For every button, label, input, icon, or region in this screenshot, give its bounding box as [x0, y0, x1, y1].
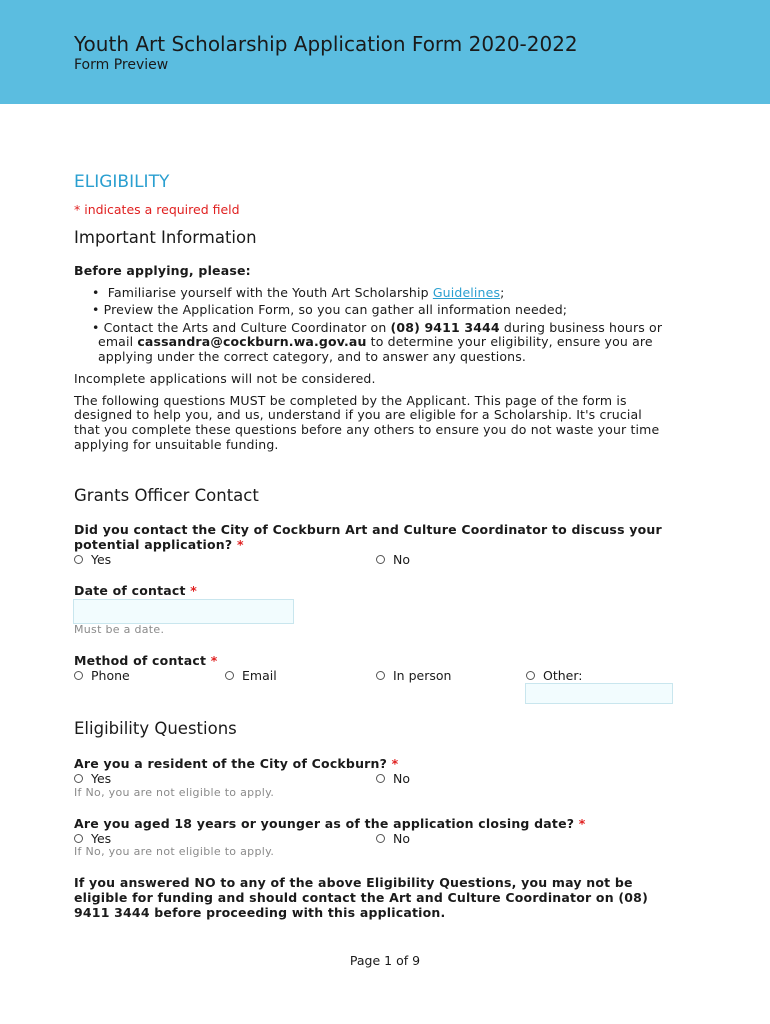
radio-method-in-person[interactable]	[376, 668, 451, 683]
radio-circle	[74, 834, 83, 843]
question-age	[74, 816, 586, 831]
radio-circle	[74, 774, 83, 783]
bullet-contact-text-c: email	[98, 334, 138, 349]
radio-method-email[interactable]	[225, 668, 277, 683]
guidelines-link[interactable]: Guidelines	[432, 285, 501, 300]
bullet-contact: • Contact the Arts and Culture Coordinator on (08) 9411 3444 during business hours or	[92, 320, 663, 335]
bullet-preview: • Preview the Application Form, so you can gather all information needed;	[92, 302, 568, 317]
radio-label: Yes	[91, 771, 112, 786]
method-of-contact-label	[74, 653, 217, 668]
question-resident-text: Are you a resident of the City of Cockburn?	[74, 756, 388, 771]
bullet-guidelines-end: ;	[500, 285, 505, 300]
radio-resident-yes[interactable]	[74, 771, 111, 786]
required-star: *	[391, 756, 399, 771]
radio-circle	[376, 774, 385, 783]
radio-label: Yes	[91, 552, 112, 567]
required-star: *	[210, 653, 218, 668]
bullet-contact-text-d: to determine your eligibility, ensure you are	[366, 334, 653, 349]
required-field-note: * indicates a required field	[74, 202, 240, 217]
radio-label: Phone	[91, 668, 130, 683]
radio-circle	[376, 671, 385, 680]
resident-hint: If No, you are not eligible to apply.	[74, 786, 275, 799]
radio-contacted-yes[interactable]	[74, 552, 111, 567]
form-subtitle: Form Preview	[74, 57, 169, 73]
page-number: Page 1 of 9	[349, 953, 421, 968]
radio-label: Other:	[543, 668, 583, 683]
bullet-contact-line3: applying under the correct category, and to answer any questions.	[98, 349, 527, 364]
radio-circle	[74, 555, 83, 564]
question-contacted-coordinator-line1: Did you contact the City of Cockburn Art and Culture Coordinator to discuss your	[74, 522, 662, 537]
incomplete-notice: Incomplete applications will not be considered.	[74, 371, 376, 386]
question-contacted-coordinator-text: potential application?	[74, 537, 233, 552]
age-hint: If No, you are not eligible to apply.	[74, 845, 275, 858]
method-other-input[interactable]	[525, 683, 673, 704]
radio-circle	[526, 671, 535, 680]
radio-label: No	[393, 831, 410, 846]
radio-resident-no[interactable]	[376, 771, 410, 786]
radio-label: Yes	[91, 831, 112, 846]
coordinator-email: cassandra@cockburn.wa.gov.au	[137, 334, 367, 349]
date-of-contact-label	[74, 583, 197, 598]
bullet-contact-text-b: during business hours or	[499, 320, 663, 335]
info-paragraph-line3: that you complete these questions before any others to ensure you do not waste your time	[74, 422, 660, 437]
question-age-text: Are you aged 18 years or younger as of the application closing date?	[74, 816, 575, 831]
eligibility-note-line1: If you answered NO to any of the above Eligibility Questions, you may not be	[74, 875, 633, 890]
heading-grants-officer-contact: Grants Officer Contact	[74, 486, 259, 505]
radio-circle	[225, 671, 234, 680]
radio-label: In person	[393, 668, 452, 683]
required-star: *	[190, 583, 197, 598]
required-star: *	[578, 816, 586, 831]
date-of-contact-input[interactable]	[73, 599, 294, 624]
bullet-contact-text-a: Contact the Arts and Culture Coordinator on	[103, 320, 391, 335]
date-hint: Must be a date.	[74, 623, 165, 636]
heading-important-information: Important Information	[74, 228, 257, 247]
info-paragraph-line1: The following questions MUST be completed by the Applicant. This page of the form is	[74, 393, 627, 408]
radio-label: Email	[242, 668, 277, 683]
bullet-guidelines-text: Familiarise yourself with the Youth Art Scholarship	[107, 285, 433, 300]
radio-label: No	[393, 771, 410, 786]
radio-label: No	[393, 552, 410, 567]
eligibility-note-line2: eligible for funding and should contact the Art and Culture Coordinator on (08)	[74, 890, 648, 905]
radio-method-phone[interactable]	[74, 668, 130, 683]
radio-circle	[376, 555, 385, 564]
radio-age-yes[interactable]	[74, 831, 111, 846]
date-of-contact-text: Date of contact	[74, 583, 186, 598]
heading-eligibility-questions: Eligibility Questions	[74, 719, 237, 738]
radio-circle	[376, 834, 385, 843]
coordinator-phone: (08) 9411 3444	[390, 320, 500, 335]
bullet-guidelines: • Familiarise yourself with the Youth Art Scholarship Guidelines;	[92, 285, 505, 300]
radio-circle	[74, 671, 83, 680]
section-title-eligibility: ELIGIBILITY	[74, 172, 170, 192]
required-star: *	[236, 537, 244, 552]
eligibility-note-line3: 9411 3444 before proceeding with this application.	[74, 905, 446, 920]
info-paragraph-line2: designed to help you, and us, understand if you are eligible for a Scholarship. It's crucial	[74, 407, 642, 422]
bullet-preview-text: Preview the Application Form, so you can gather all information needed;	[103, 302, 568, 317]
question-contacted-coordinator-line2	[74, 537, 244, 552]
radio-method-other[interactable]	[526, 668, 582, 683]
method-of-contact-text: Method of contact	[74, 653, 207, 668]
radio-age-no[interactable]	[376, 831, 410, 846]
form-header	[0, 0, 770, 104]
radio-contacted-no[interactable]	[376, 552, 410, 567]
question-resident	[74, 756, 398, 771]
form-title: Youth Art Scholarship Application Form 2020-2022	[74, 32, 578, 56]
bullet-contact-line2	[98, 334, 653, 349]
info-paragraph-line4: applying for unsuitable funding.	[74, 437, 279, 452]
before-applying-label: Before applying, please:	[74, 263, 251, 278]
